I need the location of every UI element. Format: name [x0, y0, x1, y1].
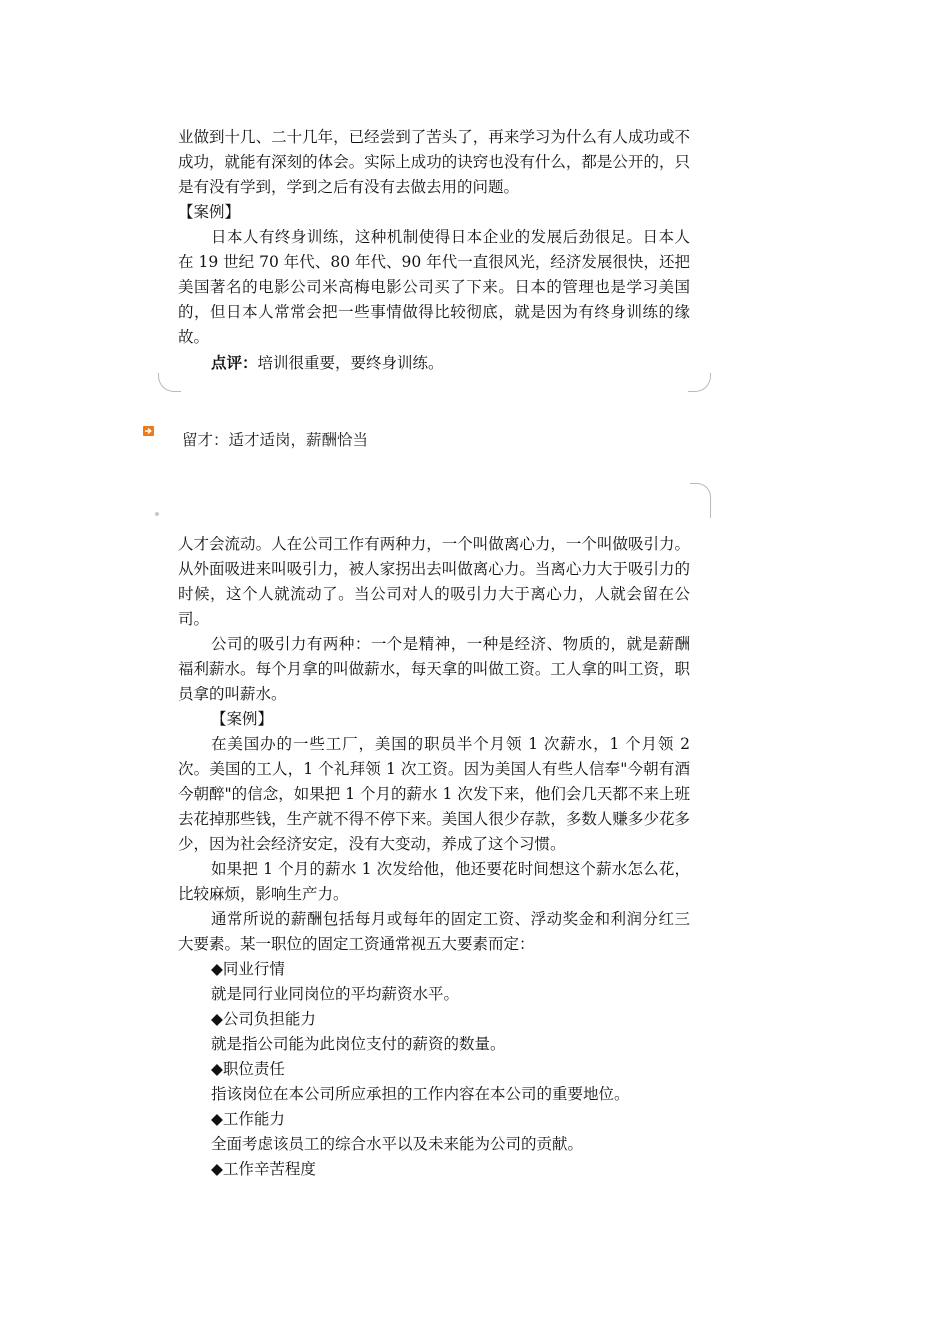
factor-desc: 就是指公司能为此岗位支付的薪资的数量。 [211, 1035, 506, 1053]
factor-title: ◆工作能力 [211, 1110, 285, 1128]
paragraph: 人才会流动。人在公司工作有两种力，一个叫做离心力，一个叫做吸引力。从外面吸进来叫吸引力，被人家拐出去叫做离心力。当离心力大于吸引力的时候，这个人就流动了。当公司对人的吸引力大于离心力，人就会留在公司。 [178, 535, 690, 628]
case-label: 【案例】 [211, 710, 274, 728]
paragraph: 业做到十几、二十几年，已经尝到了苦头了，再来学习为什么有人成功或不成功，就能有深刻的体会。实际上成功的诀窍也没有什么，都是公开的，只是有没有学到，学到之后有没有去做去用的问题。 [178, 128, 690, 196]
factor-title: ◆职位责任 [211, 1060, 285, 1078]
bracket-corner-top-right [690, 483, 711, 518]
section-heading [143, 428, 368, 452]
case-label: 【案例】 [178, 203, 241, 221]
comment-line [178, 350, 690, 376]
bracket-corner-bottom-left [158, 373, 181, 392]
paragraph: 通常所说的薪酬包括每月或每年的固定工资、浮动奖金和利润分红三大要素。某一职位的固定工资通常视五大要素而定： [178, 910, 690, 953]
factor-title: ◆同业行情 [211, 960, 285, 978]
case-paragraph: 日本人有终身训练，这种机制使得日本企业的发展后劲很足。日本人在 19 世纪 70 年代、80 年代、90 年代一直很风光，经济发展很快，还把美国著名的电影公司米高梅电影公司买了下来。日本的管理也是学习美国的，但日本人常常会把一些事情做得比较彻底，就是因为有终身训练的缘故。 [178, 228, 690, 346]
factor-title: ◆公司负担能力 [211, 1010, 316, 1028]
comment-label: 点评： [211, 353, 258, 372]
text-block-top [178, 125, 690, 376]
arrow-right-icon [143, 426, 154, 436]
factor-title: ◆工作辛苦程度 [211, 1160, 316, 1178]
bracket-corner-bottom-right [688, 373, 711, 392]
factor-desc: 指该岗位在本公司所应承担的工作内容在本公司的重要地位。 [211, 1085, 630, 1103]
comment-text: 培训很重要，要终身训练。 [257, 354, 444, 372]
paragraph: 公司的吸引力有两种：一个是精神，一种是经济、物质的，就是薪酬福利薪水。每个月拿的叫做薪水，每天拿的叫做工资。工人拿的叫工资，职员拿的叫薪水。 [178, 635, 690, 703]
factor-desc: 全面考虑该员工的综合水平以及未来能为公司的贡献。 [211, 1135, 584, 1153]
paragraph: 如果把 1 个月的薪水 1 次发给他，他还要花时间想这个薪水怎么花，比较麻烦，影响生产力。 [178, 860, 690, 903]
factor-desc: 就是同行业同岗位的平均薪资水平。 [211, 985, 460, 1003]
case-paragraph: 在美国办的一些工厂，美国的职员半个月领 1 次薪水，1 个月领 2 次。美国的工人，1 个礼拜领 1 次工资。因为美国人有些人信奉"今朝有酒今朝醉"的信念，如果把 1 个月的薪水 1 次发下来，他们会几天都不来上班去花掉那些钱，生产就不得不停下来。美国人很少存款，多数人赚多少花多少，因为社会经济安定，没有大变动，养成了这个习惯。 [178, 735, 690, 853]
text-block-main [178, 532, 690, 1182]
section-title: 留才：适才适岗，薪酬恰当 [182, 431, 369, 449]
ornament-dot [155, 512, 159, 516]
